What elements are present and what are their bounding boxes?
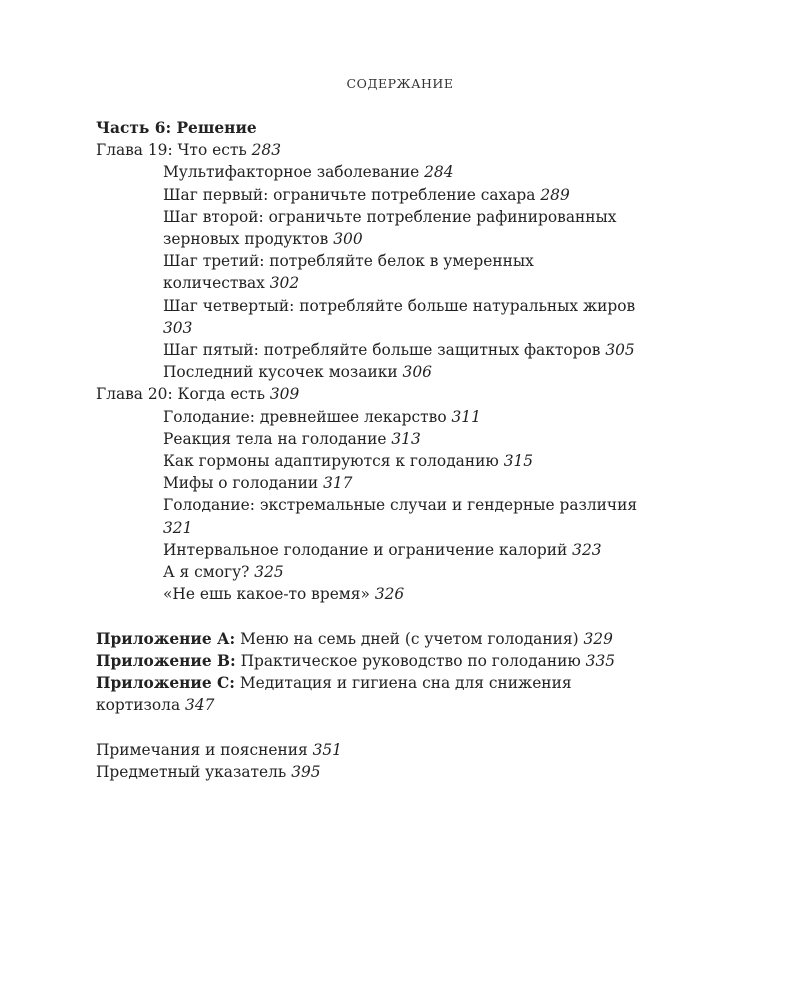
page-number: 303 [163, 318, 193, 337]
appendix-title: Медитация и гигиена сна для снижения кортизола [96, 674, 572, 715]
appendix-entry [96, 628, 736, 650]
section-title: Голодание: древнейшее лекарство [163, 407, 447, 426]
section-title: Мультифакторное заболевание [163, 163, 420, 182]
appendix-label: Приложение А: [96, 629, 236, 648]
appendix-title: Меню на семь дней (с учетом голодания) [240, 629, 579, 648]
page-number: 305 [605, 341, 635, 360]
section-title: Голодание: экстремальные случаи и гендерные различия [163, 496, 638, 515]
section-entry [96, 450, 736, 472]
section-title: Шаг третий: потребляйте белок в умеренных количествах [163, 252, 534, 293]
back-matter-entry [96, 761, 736, 783]
spacer [96, 605, 736, 627]
section-title: А я смогу? [163, 563, 250, 582]
section-entry [96, 250, 638, 294]
section-title: Шаг четвертый: потребляйте больше натуральных жиров [163, 296, 636, 315]
section-title: Мифы о голодании [163, 474, 319, 493]
section-entry [96, 472, 736, 494]
section-title: Интервальное голодание и ограничение калорий [163, 540, 568, 559]
page-number: 325 [254, 563, 284, 582]
appendix-label: Приложение В: [96, 651, 236, 670]
page-number: 321 [163, 518, 193, 537]
page-header: СОДЕРЖАНИЕ [346, 76, 454, 91]
section-entry [96, 206, 638, 250]
section-title: Реакция тела на голодание [163, 429, 387, 448]
section-entry [96, 539, 736, 561]
page-number: 326 [374, 585, 405, 604]
chapter-entry [96, 383, 736, 405]
page-number: 395 [291, 762, 321, 781]
page-number: 300 [333, 230, 363, 249]
section-entry [96, 295, 638, 339]
page-number: 311 [451, 407, 481, 426]
page-number: 302 [269, 274, 300, 293]
chapter-title: Глава 19: Что есть [96, 141, 247, 160]
section-entry [96, 406, 736, 428]
page-number: 283 [251, 141, 282, 160]
section-title: Как гормоны адаптируются к голоданию [163, 452, 499, 471]
chapter-entry [96, 139, 736, 161]
page-number: 284 [424, 163, 454, 182]
section-entry [96, 494, 638, 538]
page-number: 323 [572, 540, 602, 559]
section-entry [96, 361, 736, 383]
section-title: Шаг пятый: потребляйте больше защитных факторов [163, 341, 601, 360]
appendix-entry [96, 672, 606, 716]
back-matter-title: Предметный указатель [96, 762, 287, 781]
page-number: 289 [540, 185, 570, 204]
section-title: Последний кусочек мозаики [163, 363, 398, 382]
appendix-title: Практическое руководство по голоданию [240, 651, 581, 670]
section-entry [96, 161, 736, 183]
appendix-label: Приложение С: [96, 674, 235, 693]
back-matter-entry [96, 739, 736, 761]
page-number: 306 [402, 363, 432, 382]
section-title: «Не ешь какое-то время» [163, 585, 370, 604]
page-number: 329 [583, 629, 613, 648]
page-number: 347 [185, 696, 215, 715]
section-entry [96, 561, 736, 583]
page-number: 335 [585, 651, 616, 670]
section-entry [96, 583, 736, 605]
chapter-title: Глава 20: Когда есть [96, 385, 265, 404]
table-of-contents [96, 117, 736, 783]
part-title: Часть 6: Решение [96, 119, 257, 137]
section-entry [96, 339, 736, 361]
page-number: 309 [269, 385, 300, 404]
page-number: 315 [503, 452, 534, 471]
spacer [96, 716, 736, 738]
page-number: 313 [391, 429, 421, 448]
appendix-entry [96, 650, 736, 672]
page-number: 351 [312, 740, 342, 759]
back-matter-title: Примечания и пояснения [96, 740, 308, 759]
section-title: Шаг первый: ограничьте потребление сахара [163, 185, 536, 204]
section-entry [96, 428, 736, 450]
page-number: 317 [323, 474, 353, 493]
section-title: Шаг второй: ограничьте потребление рафинированных зерновых продуктов [163, 207, 617, 249]
section-entry [96, 184, 736, 206]
